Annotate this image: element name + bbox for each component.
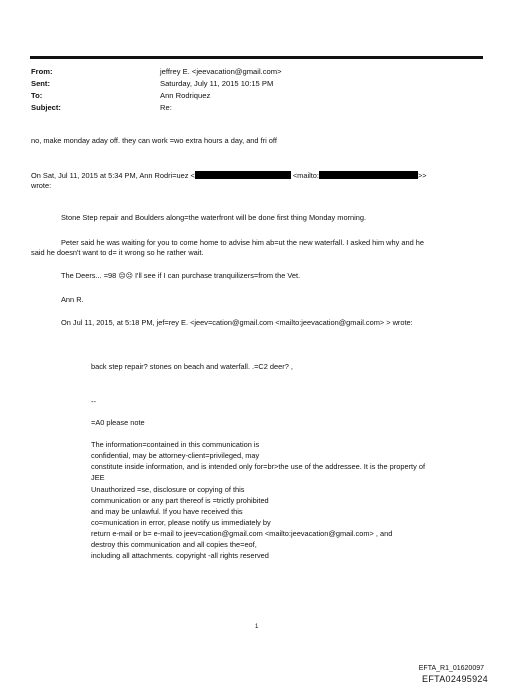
quote-header-2: On Jul 11, 2015, at 5:18 PM, jef=rey E. <jeev=cation@gmail.com <mailto:jeevacation@gmail.com> > wrote: xyxy=(61,318,413,327)
header-rule xyxy=(30,56,483,59)
disclaimer-line: return e-mail or b= e-mail to jeev=cation@gmail.com <mailto:jeevacation@gmail.com> , and xyxy=(91,529,393,538)
from-label: From: xyxy=(31,67,53,76)
quoted-line: back step repair? stones on beach and waterfall. .=C2 deer? , xyxy=(91,362,293,371)
signature: Ann R. xyxy=(61,295,84,304)
subject-value: Re: xyxy=(160,103,172,112)
disclaimer-line: and may be unlawful. If you have received this xyxy=(91,507,243,516)
subject-label: Subject: xyxy=(31,103,61,112)
disclaimer-line: Unauthorized =se, disclosure or copying of this xyxy=(91,485,245,494)
sent-value: Saturday, July 11, 2015 10:15 PM xyxy=(160,79,274,88)
redaction-bar xyxy=(195,171,291,179)
disclaimer-line: destroy this communication and all copies the=eof, xyxy=(91,540,257,549)
quote-end: >> xyxy=(417,171,427,180)
disclaimer-line: JEE xyxy=(91,473,105,482)
sad-face-icon: ☹☹ xyxy=(118,273,133,280)
disclaimer-line: confidential, may be attorney-client=privileged, may xyxy=(91,451,260,460)
paragraph-1: Stone Step repair and Boulders along=the waterfront will be done first thing Monday morning. xyxy=(61,213,367,222)
page-number: 1 xyxy=(255,624,259,630)
paragraph-3-a: The Deers... =98 xyxy=(61,271,117,280)
bates-stamp-1: EFTA_R1_01620097 xyxy=(418,665,484,672)
to-value: Ann Rodriquez xyxy=(160,91,211,100)
reply-line: no, make monday aday off. they can work =wo extra hours a day, and fri off xyxy=(31,136,277,145)
to-label: To: xyxy=(31,91,43,100)
quote-header-1 xyxy=(31,171,427,182)
paragraph-3-b: I'll see if I can purchase tranquilizers=from the Vet. xyxy=(135,271,301,280)
disclaimer-line: co=munication in error, please notify us immediately by xyxy=(91,518,271,527)
quote-header-1-text: On Sat, Jul 11, 2015 at 5:34 PM, Ann Rodri=uez < xyxy=(31,171,195,180)
disclaimer-line: including all attachments. copyright -all rights reserved xyxy=(91,551,269,560)
disclaimer-line: communication or any part thereof is =trictly prohibited xyxy=(91,496,269,505)
from-value: jeffrey E. <jeevacation@gmail.com> xyxy=(160,67,282,76)
please-note: =A0 please note xyxy=(91,418,145,427)
paragraph-2a: Peter said he was waiting for you to come home to advise him ab=ut the new waterfall. I asked him why and he xyxy=(61,238,424,247)
disclaimer-line: The information=contained in this communication is xyxy=(91,440,260,449)
sig-dashes: -- xyxy=(91,397,96,406)
redaction-bar xyxy=(319,171,418,179)
sent-label: Sent: xyxy=(31,79,50,88)
mailto-text: <mailto: xyxy=(292,171,319,180)
paragraph-3 xyxy=(61,271,300,283)
bates-stamp-2: EFTA02495924 xyxy=(422,674,488,684)
paragraph-2b: said he doesn't want to d= it wrong so he rather wait. xyxy=(31,248,204,257)
disclaimer-line: constitute inside information, and is intended only for=br>the use of the addressee. It is the property of xyxy=(91,462,426,471)
quote-wrote: wrote: xyxy=(31,181,52,190)
